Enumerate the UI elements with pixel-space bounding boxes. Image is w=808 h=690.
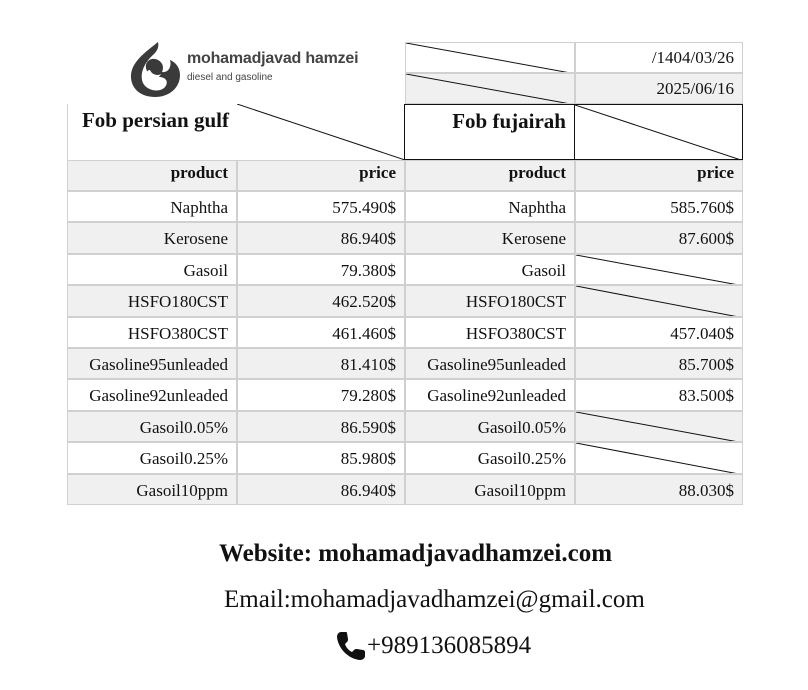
product-cell-right: Gasoil0.05% — [405, 411, 575, 442]
product-cell-right: HSFO180CST — [405, 285, 575, 317]
product-cell-left: Gasoil0.25% — [67, 442, 237, 474]
section-title-persian-gulf: Fob persian gulf — [67, 104, 237, 160]
price-cell-left: 81.410$ — [237, 348, 405, 379]
price-cell-left: 461.460$ — [237, 317, 405, 348]
footer-phone[interactable] — [335, 630, 531, 662]
price-cell-left: 85.980$ — [237, 442, 405, 474]
price-cell-left: 462.520$ — [237, 285, 405, 317]
product-cell-left: Kerosene — [67, 222, 237, 254]
product-cell-left: Naphtha — [67, 191, 237, 222]
product-cell-left: HSFO380CST — [67, 317, 237, 348]
price-cell-right: 87.600$ — [575, 222, 743, 254]
product-cell-right: Gasoil — [405, 254, 575, 285]
price-cell-right-empty — [575, 285, 743, 317]
section-title-blank-right — [574, 104, 743, 160]
brand-name: mohamadjavad hamzei — [187, 50, 359, 67]
column-header-product-left: product — [67, 160, 237, 191]
price-cell-right-empty — [575, 411, 743, 442]
product-cell-left: Gasoil10ppm — [67, 474, 237, 505]
brand-tagline: diesel and gasoline — [187, 72, 273, 83]
brand-logo — [128, 40, 398, 98]
price-cell-right: 457.040$ — [575, 317, 743, 348]
price-cell-left: 79.380$ — [237, 254, 405, 285]
price-cell-left: 86.590$ — [237, 411, 405, 442]
product-cell-right: Gasoline92unleaded — [405, 379, 575, 411]
price-cell-left: 79.280$ — [237, 379, 405, 411]
date-blank-cell-top — [405, 42, 575, 73]
footer-phone-number: +989136085894 — [367, 632, 532, 659]
product-cell-left: Gasoil0.05% — [67, 411, 237, 442]
product-cell-left: Gasoline95unleaded — [67, 348, 237, 379]
section-title-blank-left — [237, 104, 405, 160]
price-cell-right-empty — [575, 442, 743, 474]
price-cell-left: 575.490$ — [237, 191, 405, 222]
price-cell-left: 86.940$ — [237, 222, 405, 254]
product-cell-right: Kerosene — [405, 222, 575, 254]
price-cell-right-empty — [575, 254, 743, 285]
flame-drop-logo-icon — [128, 40, 184, 98]
price-cell-right: 85.700$ — [575, 348, 743, 379]
product-cell-right: Gasoil0.25% — [405, 442, 575, 474]
phone-handset-icon — [335, 630, 367, 662]
product-cell-left: Gasoil — [67, 254, 237, 285]
price-cell-left: 86.940$ — [237, 474, 405, 505]
price-cell-right: 585.760$ — [575, 191, 743, 222]
date-gregorian: 2025/06/16 — [575, 73, 743, 104]
product-cell-right: HSFO380CST — [405, 317, 575, 348]
column-header-price-left: price — [237, 160, 405, 191]
footer-website[interactable]: Website: mohamadjavadhamzei.com — [219, 540, 613, 567]
footer-email[interactable]: Email:mohamadjavadhamzei@gmail.com — [224, 586, 645, 613]
column-header-product-right: product — [405, 160, 575, 191]
column-header-price-right: price — [575, 160, 743, 191]
product-cell-right: Gasoil10ppm — [405, 474, 575, 505]
price-cell-right: 88.030$ — [575, 474, 743, 505]
section-title-fujairah: Fob fujairah — [404, 104, 575, 160]
product-cell-left: HSFO180CST — [67, 285, 237, 317]
product-cell-left: Gasoline92unleaded — [67, 379, 237, 411]
price-cell-right: 83.500$ — [575, 379, 743, 411]
product-cell-right: Gasoline95unleaded — [405, 348, 575, 379]
date-persian: /1404/03/26 — [575, 42, 743, 73]
product-cell-right: Naphtha — [405, 191, 575, 222]
date-blank-cell-bottom — [405, 73, 575, 104]
